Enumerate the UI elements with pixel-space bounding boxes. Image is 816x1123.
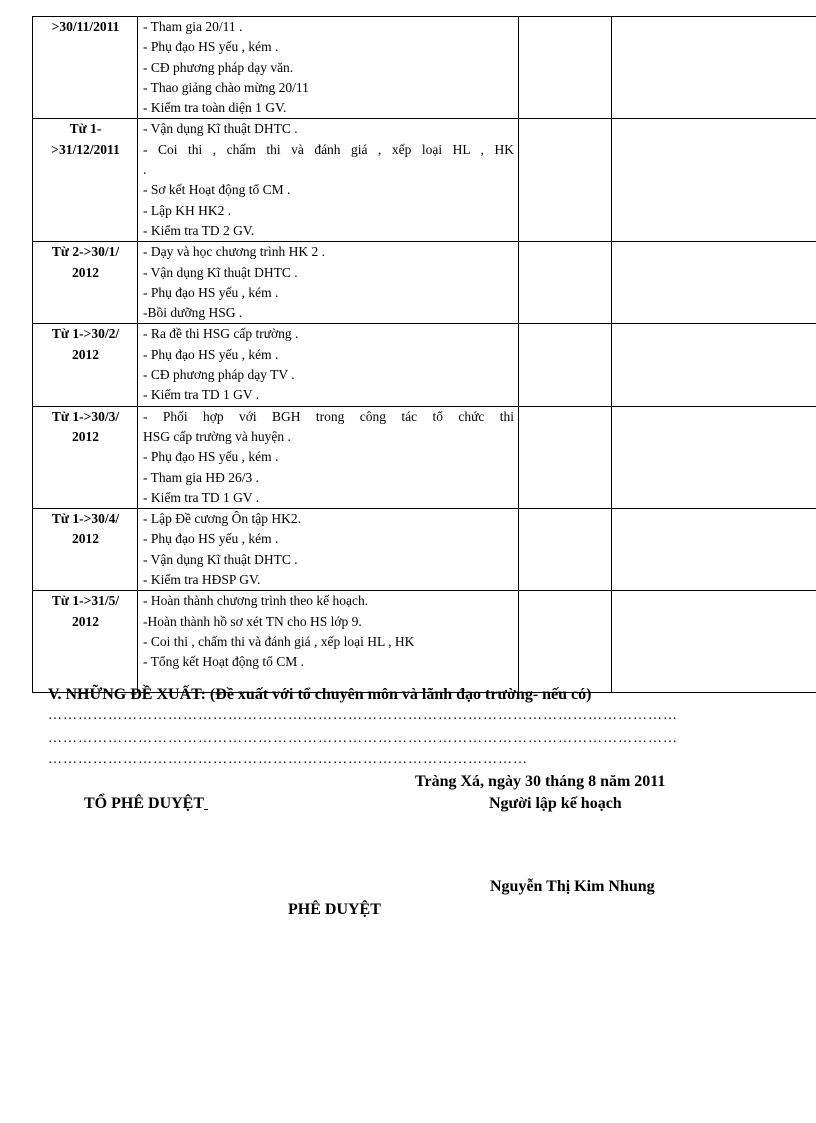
date-text: 2012 — [72, 531, 99, 547]
date-cell — [33, 119, 138, 242]
task-item: - Phối hợp với BGH trong công tác tổ chức thi — [143, 408, 514, 424]
empty-cell — [519, 591, 612, 693]
planner-label: Người lập kế hoạch — [489, 795, 622, 812]
table-row — [33, 509, 816, 591]
dotted-line: ……………………………………………………………………………………………………………… — [48, 731, 678, 746]
planner-name: Nguyễn Thị Kim Nhung — [490, 878, 655, 895]
tasks-cell — [138, 17, 519, 119]
task-item: - Vận dụng Kĩ thuật DHTC . — [143, 264, 298, 280]
date-text: >31/12/2011 — [51, 141, 120, 157]
task-item: HSG cấp trường và huyện . — [143, 428, 291, 444]
proposals-heading: V. NHỮNG ĐỀ XUẤT: (Đề xuất với tổ chuyên môn và lãnh đạo trường- nếu có) — [48, 686, 592, 703]
task-item: - Tổng kết Hoạt động tổ CM . — [143, 654, 304, 670]
tasks-cell — [138, 406, 519, 508]
task-item: - Tham gia 20/11 . — [143, 19, 243, 34]
place-date: Tràng Xá, ngày 30 tháng 8 năm 2011 — [415, 773, 666, 790]
approval-label: PHÊ DUYỆT — [288, 901, 381, 918]
date-text: Từ 2->30/1/ — [51, 244, 120, 260]
empty-cell — [519, 119, 612, 242]
task-item: - Kiểm tra TD 2 GV. — [143, 222, 255, 238]
date-text: Từ 1->31/5/ — [51, 593, 120, 609]
task-item: - Phụ đạo HS yếu , kém . — [143, 284, 279, 300]
tasks-cell — [138, 242, 519, 324]
date-text: Từ 1- — [69, 121, 102, 137]
date-text: 2012 — [72, 613, 99, 629]
empty-cell — [519, 406, 612, 508]
task-item: - Ra đề thi HSG cấp trường . — [143, 326, 299, 342]
task-item: - Sơ kết Hoạt động tổ CM . — [143, 182, 291, 198]
empty-cell — [612, 509, 816, 591]
table-row — [33, 17, 816, 119]
task-item: - Lập Đề cương Ôn tập HK2. — [143, 511, 302, 527]
task-item: - Phụ đạo HS yếu , kém . — [143, 531, 279, 547]
date-cell — [33, 406, 138, 508]
task-item: - Lập KH HK2 . — [143, 202, 232, 218]
date-cell — [33, 324, 138, 406]
table-row — [33, 406, 816, 508]
dotted-line: …………………………………………………………………………………… — [48, 752, 528, 767]
task-item: - Dạy và học chương trình HK 2 . — [143, 244, 326, 260]
task-item: - Vận dụng Kĩ thuật DHTC . — [143, 121, 298, 137]
date-text: Từ 1->30/3/ — [51, 408, 120, 424]
task-item: - Coi thi , chấm thi và đánh giá , xếp loại HL , HK — [143, 141, 514, 157]
date-cell — [33, 509, 138, 591]
task-item: - Tham gia HĐ 26/3 . — [143, 469, 259, 485]
task-item: -Bồi dưỡng HSG . — [143, 305, 243, 321]
date-text: 2012 — [72, 346, 99, 362]
task-item: - CĐ phương pháp dạy TV . — [143, 367, 295, 383]
task-item: - Phụ đạo HS yếu , kém . — [143, 346, 279, 362]
task-item: - Hoàn thành chương trình theo kế hoạch. — [143, 593, 369, 609]
empty-cell — [519, 17, 612, 119]
group-approval-label — [84, 795, 208, 813]
empty-cell — [612, 242, 816, 324]
empty-cell — [519, 242, 612, 324]
empty-cell — [519, 324, 612, 406]
empty-cell — [612, 406, 816, 508]
tasks-cell — [138, 324, 519, 406]
task-item: - Coi thi , chấm thi và đánh giá , xếp loại HL , HK — [143, 633, 415, 649]
task-item: - Kiểm tra toàn diện 1 GV. — [143, 100, 287, 116]
task-item: - Vận dụng Kĩ thuật DHTC . — [143, 551, 298, 567]
empty-cell — [612, 324, 816, 406]
date-text: Từ 1->30/4/ — [51, 511, 120, 527]
date-cell — [33, 242, 138, 324]
table-row — [33, 324, 816, 406]
task-item: - Phụ đạo HS yếu , kém . — [143, 449, 279, 465]
dotted-line: ……………………………………………………………………………………………………………… — [48, 708, 678, 723]
date-text: Từ 1->30/2/ — [51, 326, 120, 342]
table-row — [33, 119, 816, 242]
date-cell — [33, 17, 138, 119]
date-cell — [33, 591, 138, 693]
tasks-cell — [138, 509, 519, 591]
group-approval-text: TỔ PHÊ DUYỆT — [84, 795, 205, 812]
empty-cell — [612, 591, 816, 693]
tasks-cell — [138, 591, 519, 693]
task-item: - Kiểm tra TD 1 GV . — [143, 387, 260, 403]
table-row — [33, 591, 816, 693]
tasks-cell — [138, 119, 519, 242]
task-item: - CĐ phương pháp dạy văn. — [143, 59, 294, 75]
task-item: - Kiểm tra TD 1 GV . — [143, 489, 260, 505]
empty-cell — [612, 17, 816, 119]
task-item: - Thao giảng chào mừng 20/11 — [143, 79, 309, 95]
task-item: - Phụ đạo HS yếu , kém . — [143, 39, 279, 55]
date-text: >30/11/2011 — [51, 19, 120, 34]
table-row — [33, 242, 816, 324]
task-item: - Kiểm tra HĐSP GV. — [143, 572, 261, 588]
empty-cell — [519, 509, 612, 591]
empty-cell — [612, 119, 816, 242]
task-item: . — [143, 162, 147, 178]
date-text: 2012 — [72, 428, 99, 444]
date-text: 2012 — [72, 264, 99, 280]
task-item: -Hoàn thành hồ sơ xét TN cho HS lớp 9. — [143, 613, 362, 629]
plan-table — [32, 16, 816, 693]
